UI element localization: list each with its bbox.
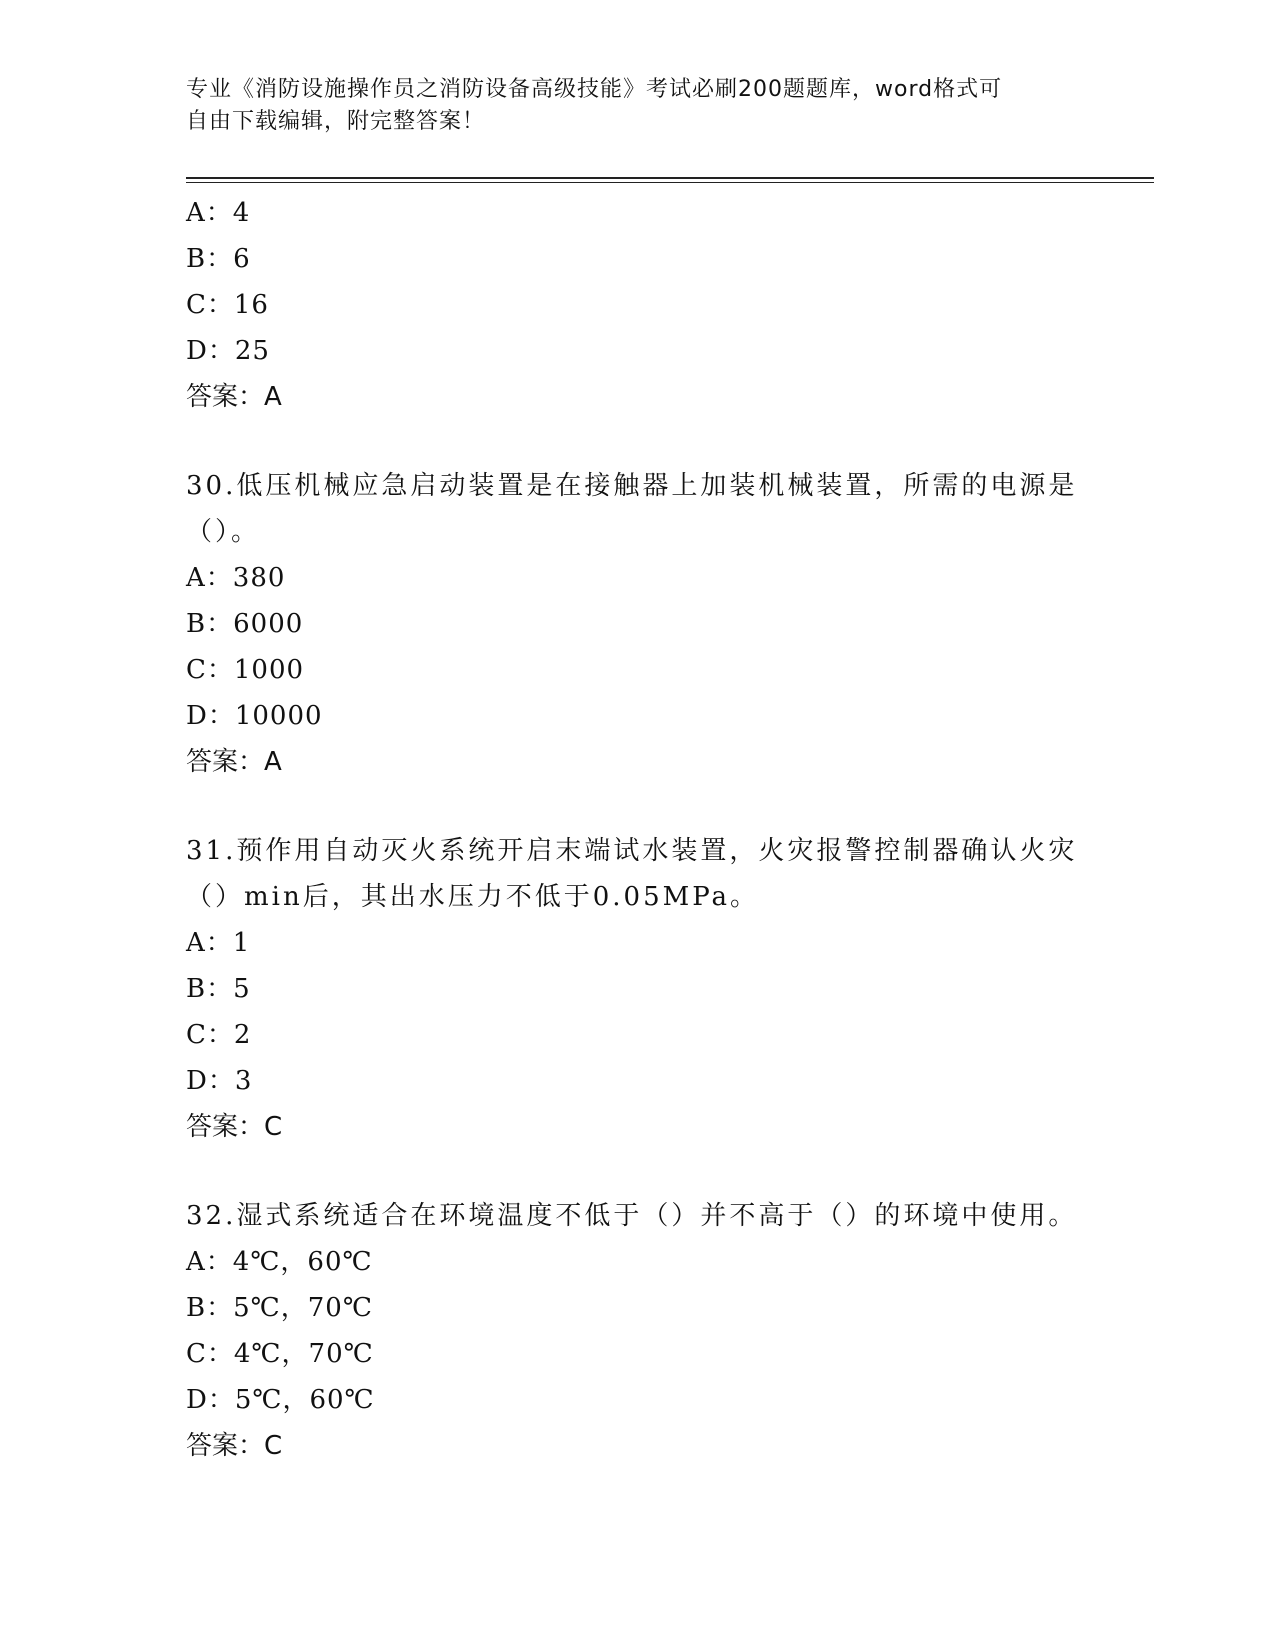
- option-d: D：5℃，60℃: [186, 1385, 375, 1415]
- header-line-2: 自由下载编辑，附完整答案！: [186, 109, 486, 134]
- question-list: [186, 190, 1086, 1512]
- option-d: D：25: [186, 336, 270, 366]
- option-a: A：380: [186, 563, 286, 593]
- option-c: C：2: [186, 1020, 252, 1050]
- document-header: [186, 74, 1066, 138]
- option-b: B：5: [186, 974, 251, 1004]
- answer-line: 答案：C: [186, 1431, 283, 1461]
- option-c: C：16: [186, 290, 269, 320]
- header-divider-thin: [186, 182, 1154, 183]
- option-b: B：5℃，70℃: [186, 1293, 373, 1323]
- option-a: A：4℃，60℃: [186, 1247, 373, 1277]
- option-b: B：6: [186, 244, 251, 274]
- option-c: C：4℃，70℃: [186, 1339, 374, 1369]
- option-d: D：10000: [186, 701, 323, 731]
- question-text: 31.预作用自动灭火系统开启末端试水装置，火灾报警控制器确认火灾（）min后，其出水压力不低于0.05MPa。: [186, 836, 1078, 912]
- option-a: A：1: [186, 928, 251, 958]
- option-d: D：3: [186, 1066, 253, 1096]
- answer-line: 答案：C: [186, 1112, 283, 1142]
- option-c: C：1000: [186, 655, 305, 685]
- question-text: 30.低压机械应急启动装置是在接触器上加装机械装置，所需的电源是（）。: [186, 471, 1078, 547]
- question-text: 32.湿式系统适合在环境温度不低于（）并不高于（）的环境中使用。: [186, 1201, 1078, 1231]
- question-block-32: [186, 1193, 1086, 1469]
- answer-line: 答案：A: [186, 747, 282, 777]
- question-block-continued: [186, 190, 1086, 420]
- answer-line: 答案：A: [186, 382, 282, 412]
- question-block-30: [186, 463, 1086, 785]
- header-line-1: 专业《消防设施操作员之消防设备高级技能》考试必刷200题题库，word格式可: [186, 77, 1003, 102]
- header-divider-thick: [186, 177, 1154, 179]
- option-a: A：4: [186, 198, 251, 228]
- question-block-31: [186, 828, 1086, 1150]
- option-b: B：6000: [186, 609, 304, 639]
